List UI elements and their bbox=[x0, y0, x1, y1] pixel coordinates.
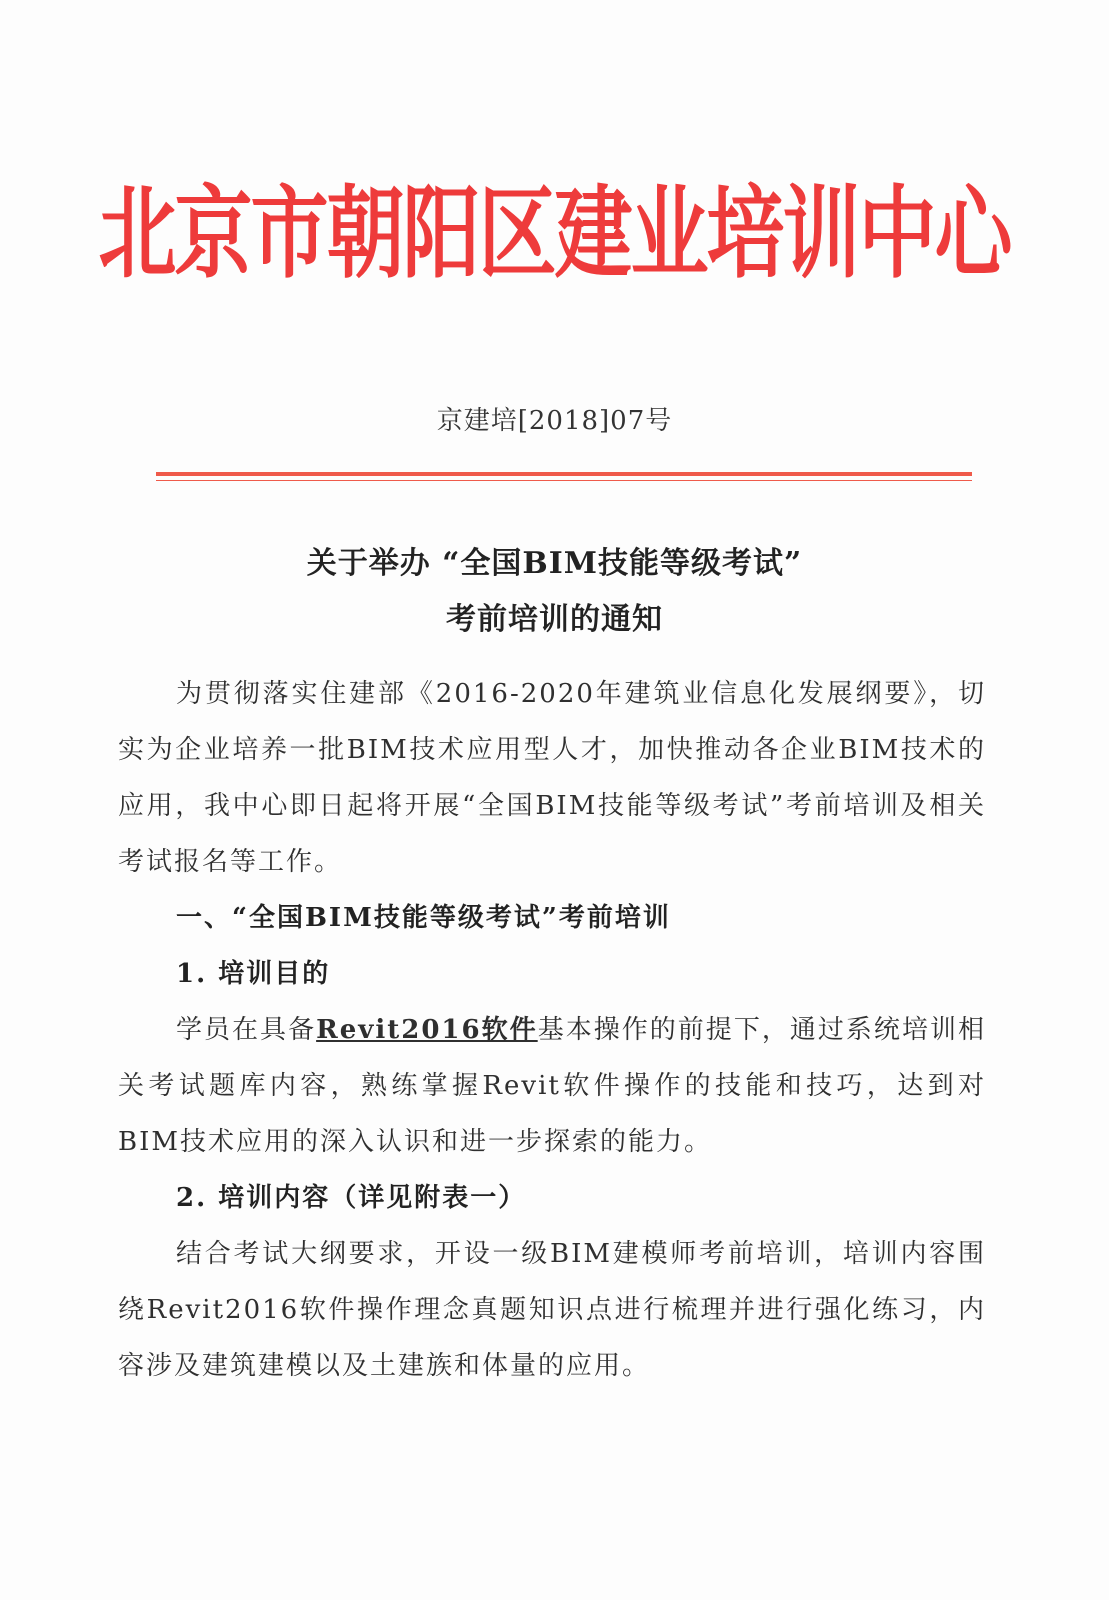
section1-sub1-paragraph bbox=[118, 1002, 986, 1170]
notice-title-line2: 考前培训的通知 bbox=[446, 602, 663, 637]
sub1-text-after: 基本操作的前提下，通过系统培训相关考试题库内容，熟练掌握Revit软件操作的技能和技巧，达到对BIM技术应用的深入认识和进一步探索的能力。 bbox=[118, 1015, 986, 1157]
document-body bbox=[118, 666, 986, 1394]
document-number: 京建培[2018]07号 bbox=[436, 406, 673, 436]
section1-sub2-heading: 2. 培训内容（详见附表一） bbox=[176, 1183, 527, 1213]
red-divider-thin bbox=[156, 480, 972, 481]
organization-letterhead: 北京市朝阳区建业培训中心 bbox=[98, 177, 1011, 293]
notice-title-line1: 关于举办 “全国BIM技能等级考试” bbox=[306, 546, 803, 581]
sub1-underlined-software: Revit2016软件 bbox=[316, 1015, 538, 1045]
intro-paragraph: 为贯彻落实住建部《2016-2020年建筑业信息化发展纲要》，切实为企业培养一批BIM技术应用型人才，加快推动各企业BIM技术的应用，我中心即日起将开展“全国BIM技能等级考试”考前培训及相关考试报名等工作。 bbox=[118, 679, 986, 877]
section1-sub2-paragraph: 结合考试大纲要求，开设一级BIM建模师考前培训，培训内容围绕Revit2016软件操作理念真题知识点进行梳理并进行强化练习，内容涉及建筑建模以及土建族和体量的应用。 bbox=[118, 1239, 986, 1381]
red-divider-thick bbox=[156, 472, 972, 476]
section1-heading: 一、“全国BIM技能等级考试”考前培训 bbox=[176, 903, 671, 933]
section1-sub1-heading: 1. 培训目的 bbox=[176, 959, 331, 989]
sub1-text-before: 学员在具备 bbox=[176, 1015, 317, 1045]
